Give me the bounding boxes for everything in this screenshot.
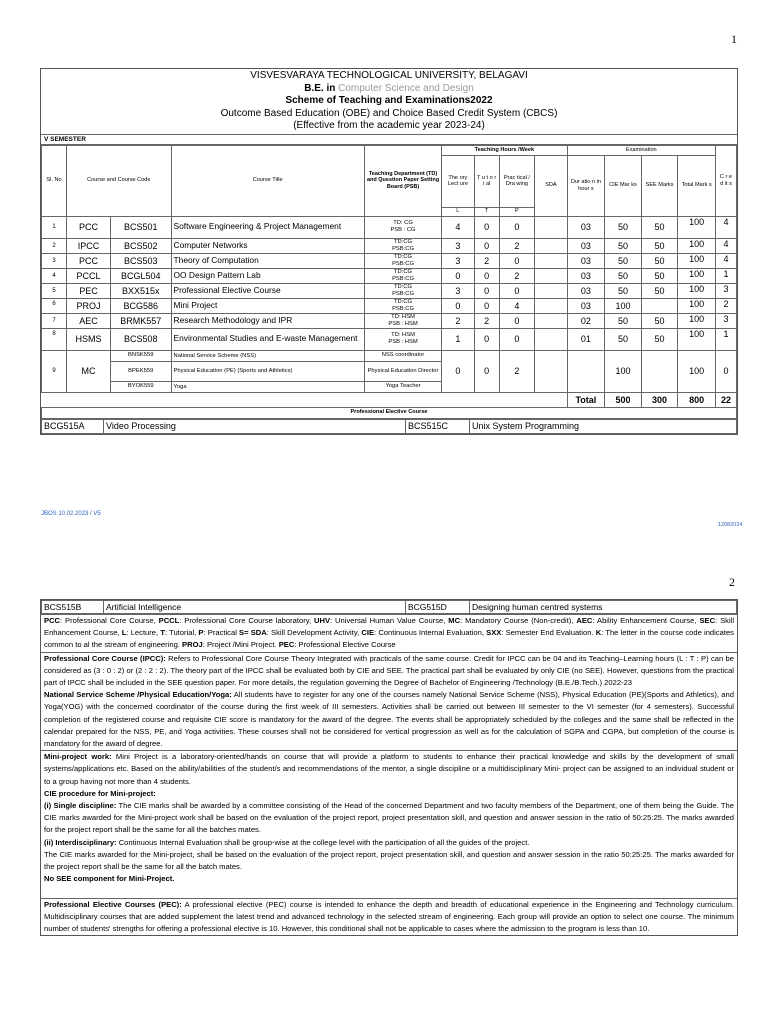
- row-sda: [535, 268, 567, 283]
- row-type: PROJ: [67, 298, 111, 313]
- row-title: OO Design Pattern Lab: [171, 268, 364, 283]
- mc-see: [641, 350, 678, 392]
- course-row: [42, 283, 737, 298]
- page2-block: [40, 599, 738, 936]
- mc-sl: 9: [42, 350, 67, 392]
- row-t: 0: [474, 238, 499, 253]
- row-dur: 03: [567, 298, 605, 313]
- row-td: TD: CG: [393, 220, 413, 227]
- pec-code-b: BCS515B: [42, 601, 104, 614]
- row-sl: 1: [42, 216, 67, 238]
- row-psb: PSB : HSM: [388, 339, 418, 345]
- row-total: 100: [678, 313, 716, 328]
- row-credits: 1: [715, 328, 736, 350]
- row-sl: 6: [42, 298, 67, 313]
- row-sda: [535, 313, 567, 328]
- row-p: 4: [499, 298, 535, 313]
- row-t: 2: [474, 313, 499, 328]
- row-sda: [535, 216, 567, 238]
- row-sl: 7: [42, 313, 67, 328]
- row-p: 0: [499, 253, 535, 268]
- row-dept: [364, 253, 441, 268]
- row-l: 0: [442, 298, 474, 313]
- row-code: BCGL504: [110, 268, 171, 283]
- row-dur: 03: [567, 253, 605, 268]
- row-code: BRMK557: [110, 313, 171, 328]
- mc-title-3: Yoga: [171, 381, 364, 392]
- row-t: 0: [474, 216, 499, 238]
- row-credits: 3: [715, 283, 736, 298]
- degree-branch: Computer Science and Design: [338, 82, 474, 94]
- row-code: BCS501: [110, 216, 171, 238]
- row-p: 2: [499, 238, 535, 253]
- row-td: TD: HSM: [391, 313, 415, 320]
- row-credits: 4: [715, 216, 736, 238]
- row-psb: PSB:CG: [392, 305, 414, 312]
- row-cie: 50: [605, 268, 642, 283]
- mc-dur: [567, 350, 605, 392]
- mini-project-section: Mini-project work: Mini Project is a laboratory-oriented/hands on course that will provide a platform to students to enhance their practical knowledge and skills by the development of small systems/applications etc. Based on the ability/abilities of the student/s and recommendations of the mentor, a single discipline or a multidisciplinary Mini- project can be assigned to an individual student or to a group having not more than 4 students. CIE procedure for Mini-project: (i) Single discipline: The CIE marks shall be awarded by a committee consisting of the Head of the concerned Department and two faculty members of the Department, one of them being the Guide. The CIE marks awarded for the Mini-project work shall be based on the evaluation of the project report, project presentation skill, and question and answer session in the ratio of 50:25:25. The marks awarded for the project report shall be the same for all the batches mates. (ii) Interdisciplinary: Continuous Internal Evaluation shall be group-wise at the college level with the participation of all the guides of the project. The CIE marks awarded for the Mini-project, shall be based on the evaluation of the project report, project presentation skill, and question and answer session in the ratio 50:25:25. The marks awarded for the project report shall be the same for all the batch mates. No SEE component for Mini-Project.: [41, 750, 737, 897]
- row-total: 100: [678, 268, 716, 283]
- pec-code-c: BCS515C: [406, 419, 470, 433]
- row-type: HSMS: [67, 328, 111, 350]
- mc-t: 0: [474, 350, 499, 392]
- total-marks: 800: [678, 392, 716, 407]
- col-teaching-hours: Teaching Hours /Week: [442, 145, 567, 155]
- row-t: 2: [474, 253, 499, 268]
- row-sda: [535, 238, 567, 253]
- row-see: 50: [641, 238, 678, 253]
- row-title: Computer Networks: [171, 238, 364, 253]
- col-sl: Sl. No: [42, 145, 67, 216]
- mc-sda: [535, 350, 567, 392]
- row-psb: PSB:CG: [392, 290, 414, 297]
- effective-line: (Effective from the academic year 2023-24): [293, 120, 485, 131]
- row-sda: [535, 283, 567, 298]
- row-cie: 50: [605, 238, 642, 253]
- row-t: 0: [474, 283, 499, 298]
- row-p: 0: [499, 216, 535, 238]
- row-total: 100: [678, 253, 716, 268]
- page-number-2: 2: [729, 575, 735, 589]
- abbreviations: PCC: Professional Core Course, PCCL: Professional Core Course laboratory, UHV: Universal Human Value Course, MC: Mandatory Course (Non-credit), AEC: Ability Enhancement Course, SEC: Skill Enhancement Course, L: Lecture, T: Tutorial, P: Practical S= SDA: Skill Development Activity, CIE: Continuous Internal Evaluation, SXX: Semester End Evaluation. K: The letter in the course code indicates common to al the stream of engineering. PROJ: Project /Mini Project. PEC: Professional Elective Course: [41, 614, 737, 652]
- row-title: Research Methodology and IPR: [171, 313, 364, 328]
- row-p: 2: [499, 268, 535, 283]
- row-psb: PSB : CG: [390, 227, 416, 233]
- row-l: 2: [442, 313, 474, 328]
- row-sl: 3: [42, 253, 67, 268]
- row-cie: 50: [605, 216, 642, 238]
- row-sl: 8: [42, 328, 67, 350]
- col-sda: SDA: [535, 155, 567, 216]
- row-cie: 100: [605, 298, 642, 313]
- mc-code-1: BNSK559: [110, 350, 171, 361]
- row-dur: 03: [567, 283, 605, 298]
- col-teaching-dept: Teaching Department (TD) and Question Paper Setting Board (PSB): [364, 145, 441, 216]
- col-theory: The ory Lect ure: [442, 155, 474, 207]
- row-credits: 4: [715, 253, 736, 268]
- row-td: TD:CG: [393, 253, 413, 260]
- university-name: VISVESVARAYA TECHNOLOGICAL UNIVERSITY, BELAGAVI: [250, 70, 528, 81]
- pec-code-a: BCG515A: [42, 419, 104, 433]
- course-table: [41, 145, 737, 419]
- total-label: Total: [567, 392, 605, 407]
- row-l: 1: [442, 328, 474, 350]
- course-row: [42, 216, 737, 238]
- row-td: TD:CG: [393, 238, 413, 245]
- row-p: 0: [499, 313, 535, 328]
- pec-row-2: [41, 600, 737, 614]
- row-see: 50: [641, 216, 678, 238]
- row-dur: 03: [567, 216, 605, 238]
- pec-title-c: Unix System Programming: [470, 419, 737, 433]
- row-code: BCS503: [110, 253, 171, 268]
- row-credits: 4: [715, 238, 736, 253]
- row-dept: [364, 328, 441, 350]
- row-t: 0: [474, 298, 499, 313]
- row-title: Environmental Studies and E-waste Management: [171, 328, 364, 350]
- row-type: PCCL: [67, 268, 111, 283]
- row-total: 100: [678, 238, 716, 253]
- mc-td-1: NSS coordinator: [364, 350, 441, 361]
- course-row: [42, 328, 737, 350]
- row-dept: [364, 298, 441, 313]
- pec-title-b: Artificial Intelligence: [104, 601, 406, 614]
- col-title: Course Title: [171, 145, 364, 216]
- pec-section: Professional Elective Courses (PEC): A professional elective (PEC) course is intended to enhance the depth and breadth of educational experience in the Engineering and Technology curriculum. Multidisciplinary courses that are added supplement the latest trend and advanced technology in the selected stream of engineering. Each group will provide an option to select one course. The minimum number of students' strengths for offering a professional elective is 10. However, this conditional shall not be applicable to cases where the admission to the program is less than 10.: [41, 898, 737, 936]
- row-dur: 03: [567, 268, 605, 283]
- total-credits: 22: [715, 392, 736, 407]
- row-type: PCC: [67, 216, 111, 238]
- row-dept: [364, 283, 441, 298]
- mc-td-3: Yoga Teacher: [364, 381, 441, 392]
- mc-cie: 100: [605, 350, 642, 392]
- row-p: 0: [499, 283, 535, 298]
- ipcc-section: Professional Core Course (IPCC): Refers to Professional Core Course Theory Integrated with practicals of the same course. Credit for IPCC can be 04 and its Teaching–Learning hours (L : T : P) can be considered as (3 : 0 : 2) or (2 : 2 : 2). The theory part of the IPCC shall be evaluated both by CIE and SEE. The practical part shall be evaluated by only CIE (no SEE). However, questions from the practical part of IPCC shall be included in the SEE question paper. For more details, the regulation governing the Degree of Bachelor of Engineering /Technology (B.E./B.Tech.) 2022-23 National Service Scheme /Physical Education/Yoga: All students have to register for any one of the courses namely National Service Scheme (NSS), Physical Education (PE)(Sports and Athletics), and Yoga(YOG) with the concerned coordinator of the course during the first week of III semesters. Activities shall be carried out between III semester to the VI semester (for 4 semesters). Successful completion of the registered course and requisite CIE score is mandatory for the award of the degree. The events shall be appropriately scheduled by the colleges and the same shall be reflected in the calendar prepared for the NSS, PE, and Yoga activities. These courses shall not be considered for vertical progression as well as for the calculation of SGPA and CGPA, but completion of the course is mandatory for the award of degree.: [41, 652, 737, 751]
- pec-heading: Professional Elective Course: [42, 407, 737, 418]
- col-l: L: [442, 207, 474, 216]
- row-code: BXX515x: [110, 283, 171, 298]
- degree-prefix: B.E. in: [304, 82, 336, 94]
- col-p: P: [499, 207, 535, 216]
- row-dur: 03: [567, 238, 605, 253]
- course-row: [42, 298, 737, 313]
- col-see: SEE Marks: [641, 155, 678, 216]
- col-course: Course and Course Code: [67, 145, 171, 216]
- mc-code-2: BPEK559: [110, 361, 171, 381]
- row-p: 0: [499, 328, 535, 350]
- scheme-header: [41, 69, 737, 135]
- row-cie: 50: [605, 313, 642, 328]
- mc-td-2: Physical Education Director: [364, 361, 441, 381]
- row-td: TD: HSM: [391, 332, 415, 339]
- course-row: [42, 253, 737, 268]
- row-total: 100: [678, 216, 716, 238]
- col-credits: C r e d it s: [715, 145, 736, 216]
- course-row: [42, 313, 737, 328]
- row-see: 50: [641, 253, 678, 268]
- row-credits: 2: [715, 298, 736, 313]
- row-sda: [535, 298, 567, 313]
- col-examination: Examination: [567, 145, 715, 155]
- row-dept: [364, 238, 441, 253]
- mc-total: 100: [678, 350, 716, 392]
- row-l: 4: [442, 216, 474, 238]
- scheme-title: Scheme of Teaching and Examinations2022: [285, 95, 493, 106]
- pec-code-d: BCG515D: [406, 601, 470, 614]
- row-psb: PSB:CG: [392, 275, 414, 282]
- row-see: 50: [641, 313, 678, 328]
- row-psb: PSB : HSM: [388, 320, 418, 327]
- row-cie: 50: [605, 328, 642, 350]
- row-title: Professional Elective Course: [171, 283, 364, 298]
- row-code: BCS508: [110, 328, 171, 350]
- row-cie: 50: [605, 283, 642, 298]
- mc-credits: 0: [715, 350, 736, 392]
- row-title: Theory of Computation: [171, 253, 364, 268]
- row-td: TD:CG: [393, 283, 413, 290]
- row-dept: [364, 216, 441, 238]
- obe-line: Outcome Based Education (OBE) and Choice Based Credit System (CBCS): [220, 107, 558, 119]
- pec-title-a: Video Processing: [104, 419, 406, 433]
- row-l: 3: [442, 283, 474, 298]
- col-duration: Dur atio n in hour s: [567, 155, 605, 216]
- mc-l: 0: [442, 350, 474, 392]
- row-total: 100: [678, 283, 716, 298]
- row-title: Mini Project: [171, 298, 364, 313]
- total-see: 300: [641, 392, 678, 407]
- page-number: 1: [731, 32, 737, 46]
- course-row: [42, 268, 737, 283]
- col-total: Total Mark s: [678, 155, 716, 216]
- row-code: BCG586: [110, 298, 171, 313]
- row-cie: 50: [605, 253, 642, 268]
- course-row: [42, 238, 737, 253]
- row-title: Software Engineering & Project Management: [171, 216, 364, 238]
- row-td: TD:CG: [393, 268, 413, 275]
- mc-title-2: Physical Education (PE) (Sports and Athletics): [171, 361, 364, 381]
- col-cie: CIE Mar ks: [605, 155, 642, 216]
- row-psb: PSB:CG: [392, 260, 414, 267]
- mc-title-1: National Service Scheme (NSS): [171, 350, 364, 361]
- col-practical: Prac tical / Dra wing: [499, 155, 535, 207]
- row-td: TD:CG: [393, 298, 413, 305]
- row-sl: 5: [42, 283, 67, 298]
- row-t: 0: [474, 268, 499, 283]
- row-dept: [364, 313, 441, 328]
- row-t: 0: [474, 328, 499, 350]
- row-l: 3: [442, 238, 474, 253]
- row-sda: [535, 328, 567, 350]
- row-sl: 4: [42, 268, 67, 283]
- footer-version: JBOS 10.02.2023 / V5: [41, 511, 101, 517]
- mc-type: MC: [67, 350, 111, 392]
- row-type: PEC: [67, 283, 111, 298]
- row-type: PCC: [67, 253, 111, 268]
- pec-title-d: Designing human centred systems: [470, 601, 737, 614]
- degree-line: [41, 83, 737, 96]
- row-dur: 01: [567, 328, 605, 350]
- row-credits: 1: [715, 268, 736, 283]
- pec-row-1: [41, 419, 737, 434]
- row-dept: [364, 268, 441, 283]
- row-credits: 3: [715, 313, 736, 328]
- row-sda: [535, 253, 567, 268]
- col-t: T: [474, 207, 499, 216]
- col-tutorial: T u t o ri al: [474, 155, 499, 207]
- row-l: 0: [442, 268, 474, 283]
- row-type: IPCC: [67, 238, 111, 253]
- row-psb: PSB:CG: [392, 245, 414, 252]
- row-sl: 2: [42, 238, 67, 253]
- row-code: BCS502: [110, 238, 171, 253]
- row-see: 50: [641, 268, 678, 283]
- scheme-table-block: [40, 68, 738, 435]
- row-type: AEC: [67, 313, 111, 328]
- footer-code: 12082024: [718, 522, 743, 528]
- semester-label: V SEMESTER: [41, 135, 737, 145]
- row-see: 50: [641, 328, 678, 350]
- row-see: 50: [641, 283, 678, 298]
- row-total: 100: [678, 328, 716, 350]
- mc-code-3: BYOK559: [110, 381, 171, 392]
- row-see: [641, 298, 678, 313]
- row-l: 3: [442, 253, 474, 268]
- row-total: 100: [678, 298, 716, 313]
- total-cie: 500: [605, 392, 642, 407]
- mc-p: 2: [499, 350, 535, 392]
- row-dur: 02: [567, 313, 605, 328]
